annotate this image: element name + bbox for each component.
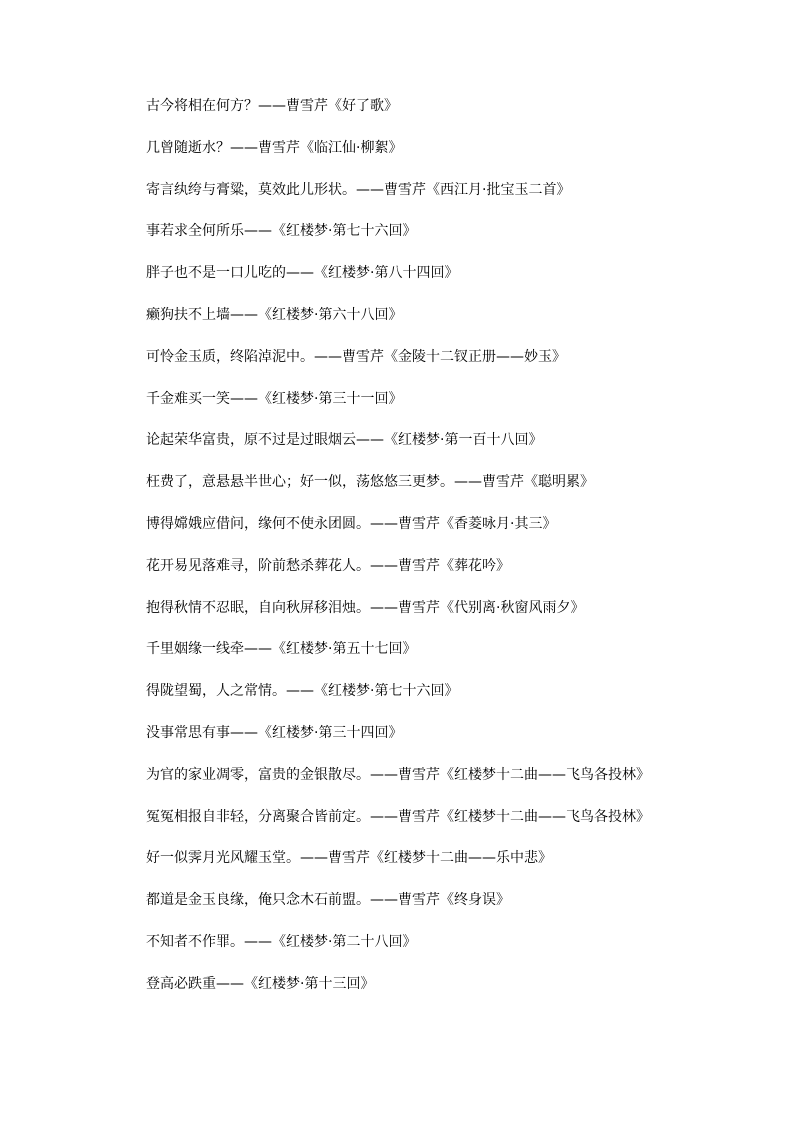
quote-line: 论起荣华富贵，原不过是过眼烟云——《红楼梦·第一百十八回》 [146,432,543,449]
quote-line: 没事常思有事——《红楼梦·第三十四回》 [146,724,403,741]
quote-line: 寄言纨绔与膏粱，莫效此儿形状。——曹雪芹《西江月·批宝玉二首》 [146,181,571,198]
quote-line: 胖子也不是一口儿吃的——《红楼梦·第八十四回》 [146,265,459,282]
quote-line: 千金难买一笑——《红楼梦·第三十一回》 [146,390,403,407]
quote-line: 几曾随逝水？——曹雪芹《临江仙·柳絮》 [146,139,403,156]
quote-line: 好一似霁月光风耀玉堂。——曹雪芹《红楼梦十二曲——乐中悲》 [146,850,552,867]
quote-line: 得陇望蜀，人之常情。——《红楼梦·第七十六回》 [146,683,459,700]
quote-line: 癞狗扶不上墙——《红楼梦·第六十八回》 [146,306,403,323]
quote-line: 都道是金玉良缘，俺只念木石前盟。——曹雪芹《终身误》 [146,892,510,909]
quote-list [146,96,650,1016]
quote-line: 登高必跌重——《红楼梦·第十三回》 [146,975,375,992]
quote-line: 花开易见落难寻，阶前愁杀葬花人。——曹雪芹《葬花吟》 [146,557,510,574]
quote-line: 抱得秋情不忍眠，自向秋屏移泪烛。——曹雪芹《代别离·秋窗风雨夕》 [146,599,585,616]
quote-line: 博得嫦娥应借问，缘何不使永团圆。——曹雪芹《香菱咏月·其三》 [146,515,557,532]
quote-line: 冤冤相报自非轻，分离聚合皆前定。——曹雪芹《红楼梦十二曲——飞鸟各投林》 [146,808,650,825]
quote-line: 可怜金玉质，终陷淖泥中。——曹雪芹《金陵十二钗正册——妙玉》 [146,348,566,365]
quote-line: 枉费了，意悬悬半世心；好一似，荡悠悠三更梦。——曹雪芹《聪明累》 [146,474,594,491]
quote-line: 为官的家业凋零，富贵的金银散尽。——曹雪芹《红楼梦十二曲——飞鸟各投林》 [146,766,650,783]
quote-line: 事若求全何所乐——《红楼梦·第七十六回》 [146,223,417,240]
quote-line: 不知者不作罪。——《红楼梦·第二十八回》 [146,933,417,950]
quote-line: 古今将相在何方？——曹雪芹《好了歌》 [146,98,398,114]
quote-line: 千里姻缘一线牵——《红楼梦·第五十七回》 [146,641,417,658]
